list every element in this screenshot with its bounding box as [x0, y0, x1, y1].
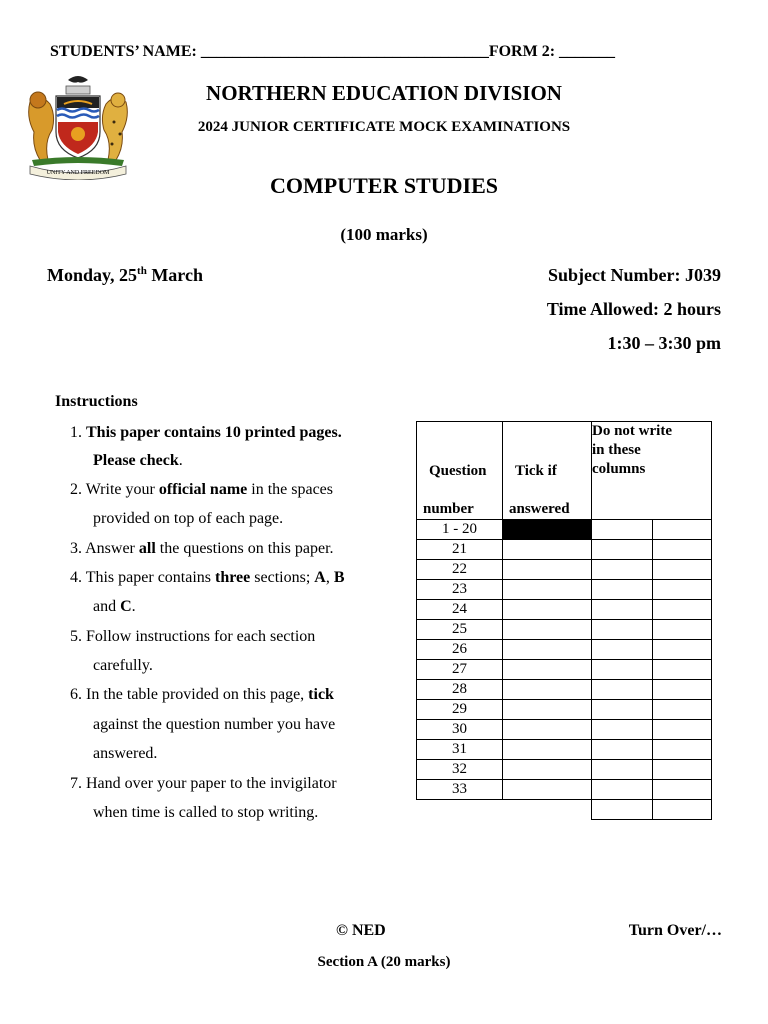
- footer-copyright: © NED: [336, 922, 386, 939]
- table-row: [417, 680, 712, 700]
- table-row: [417, 620, 712, 640]
- table-row: [417, 700, 712, 720]
- tick-cell[interactable]: [503, 640, 592, 660]
- instr-bold: A: [314, 569, 326, 586]
- examiner-cell: [653, 560, 712, 580]
- date-ordinal: th: [137, 265, 147, 277]
- examiner-cell: [653, 540, 712, 560]
- table-row: [417, 660, 712, 680]
- examiner-cell: [653, 760, 712, 780]
- examiner-cell: [592, 740, 653, 760]
- table-row: [417, 600, 712, 620]
- empty-cell: [503, 800, 592, 820]
- total-marks: (100 marks): [340, 225, 428, 244]
- tick-cell[interactable]: [503, 740, 592, 760]
- table-row: [417, 540, 712, 560]
- instruction-3: [70, 540, 334, 558]
- tick-cell[interactable]: [503, 660, 592, 680]
- question-number-cell: 32: [417, 760, 503, 780]
- division-title: NORTHERN EDUCATION DIVISION: [206, 81, 562, 105]
- header-question-number: [417, 422, 503, 520]
- examiner-cell: [592, 760, 653, 780]
- instr-bold: three: [215, 569, 251, 586]
- examiner-cell: [653, 640, 712, 660]
- instruction-6: [70, 686, 334, 704]
- exam-title: 2024 JUNIOR CERTIFICATE MOCK EXAMINATIONS: [197, 119, 571, 135]
- instr-bold: C: [120, 598, 132, 615]
- question-number-cell: 25: [417, 620, 503, 640]
- instr-text: 3. Answer: [70, 540, 139, 557]
- table-row: [417, 760, 712, 780]
- tick-cell[interactable]: [503, 560, 592, 580]
- instructions-heading: Instructions: [55, 393, 138, 410]
- examiner-cell: [592, 660, 653, 680]
- instruction-5-cont: carefully.: [93, 657, 153, 674]
- question-number-cell: 26: [417, 640, 503, 660]
- instr-bold: B: [333, 569, 345, 586]
- table-row: [417, 740, 712, 760]
- examiner-cell: [592, 700, 653, 720]
- header-text: answered: [509, 501, 570, 517]
- examiner-cell: [592, 620, 653, 640]
- instr-text: sections;: [250, 569, 315, 586]
- examiner-cell: [653, 520, 712, 540]
- tick-cell[interactable]: [503, 540, 592, 560]
- examiner-cell: [592, 540, 653, 560]
- table-row: [417, 640, 712, 660]
- instr-text: the questions on this paper.: [155, 540, 334, 557]
- header-text: Question: [429, 463, 487, 479]
- examiner-total-cell: [653, 800, 712, 820]
- tick-cell[interactable]: [503, 520, 592, 540]
- question-number-cell: 33: [417, 780, 503, 800]
- examiner-cell: [592, 640, 653, 660]
- header-text: columns: [592, 461, 646, 477]
- question-number-cell: 23: [417, 580, 503, 600]
- instr-text: 6. In the table provided on this page,: [70, 686, 309, 703]
- date-day: Monday, 25: [47, 265, 138, 285]
- svg-text:UNITY AND FREEDOM: UNITY AND FREEDOM: [46, 170, 110, 176]
- instr-text: and: [93, 598, 121, 615]
- instr-text: ,: [325, 569, 334, 586]
- footer-turn-over: Turn Over/…: [628, 922, 722, 939]
- tick-cell[interactable]: [503, 600, 592, 620]
- question-number-cell: 30: [417, 720, 503, 740]
- examiner-cell: [592, 520, 653, 540]
- students-name-line: STUDENTS’ NAME: ____________________________________FORM 2: _______: [50, 43, 616, 60]
- examiner-total-cell: [592, 800, 653, 820]
- instr-text: 2. Write your: [70, 481, 159, 498]
- instr-text: 1.: [70, 424, 86, 441]
- examiner-cell: [592, 560, 653, 580]
- tick-cell[interactable]: [503, 580, 592, 600]
- instr-text: 4. This paper contains: [70, 569, 216, 586]
- instruction-6-cont2: answered.: [93, 745, 158, 762]
- instruction-1-cont: [93, 452, 183, 470]
- examiner-cell: [653, 600, 712, 620]
- header-tick-if-answered: [503, 422, 592, 520]
- examiner-cell: [653, 720, 712, 740]
- instruction-7-cont: when time is called to stop writing.: [93, 804, 319, 821]
- examiner-cell: [653, 620, 712, 640]
- instr-bold: Please check: [93, 452, 179, 469]
- instr-text: .: [131, 598, 136, 615]
- examiner-cell: [653, 660, 712, 680]
- examiner-cell: [592, 780, 653, 800]
- table-row: [417, 520, 712, 540]
- examiner-cell: [592, 580, 653, 600]
- instruction-4-cont: [93, 598, 136, 616]
- instruction-4: [70, 569, 345, 587]
- instruction-2-cont: provided on top of each page.: [93, 510, 284, 527]
- instruction-2: [70, 481, 333, 499]
- table-row: [417, 560, 712, 580]
- tick-cell[interactable]: [503, 760, 592, 780]
- instr-bold: tick: [308, 686, 334, 703]
- examiner-cell: [653, 700, 712, 720]
- instruction-6-cont: against the question number you have: [93, 716, 336, 733]
- question-number-cell: 21: [417, 540, 503, 560]
- instr-bold: This paper contains 10 printed pages.: [86, 424, 342, 441]
- header-text: number: [423, 501, 474, 517]
- table-row: [417, 780, 712, 800]
- instr-text: .: [178, 452, 183, 469]
- total-row: [417, 800, 712, 820]
- tick-cell[interactable]: [503, 680, 592, 700]
- instruction-7: 7. Hand over your paper to the invigilator: [70, 775, 337, 792]
- examiner-cell: [592, 720, 653, 740]
- question-number-cell: 31: [417, 740, 503, 760]
- examiner-cell: [592, 600, 653, 620]
- time-range: 1:30 – 3:30 pm: [607, 333, 721, 353]
- table-row: [417, 720, 712, 740]
- header-do-not-write: [592, 422, 712, 520]
- tick-cell[interactable]: [503, 620, 592, 640]
- question-number-cell: 28: [417, 680, 503, 700]
- time-allowed: Time Allowed: 2 hours: [546, 299, 721, 319]
- subject-number: Subject Number: J039: [548, 265, 721, 285]
- question-tick-table: [416, 421, 712, 820]
- date-month: March: [146, 265, 203, 285]
- instr-text: in the spaces: [247, 481, 333, 498]
- question-number-cell: 1 - 20: [417, 520, 503, 540]
- examiner-cell: [653, 680, 712, 700]
- exam-date: [47, 265, 203, 286]
- question-number-cell: 22: [417, 560, 503, 580]
- instr-bold: official name: [158, 481, 248, 498]
- question-number-cell: 24: [417, 600, 503, 620]
- instr-bold: all: [138, 540, 156, 557]
- examiner-cell: [653, 580, 712, 600]
- header-text: in these: [592, 442, 641, 458]
- header-text: Tick if: [515, 463, 557, 479]
- examiner-cell: [653, 740, 712, 760]
- tick-cell[interactable]: [503, 720, 592, 740]
- instruction-5: 5. Follow instructions for each section: [70, 628, 316, 645]
- empty-cell: [417, 800, 503, 820]
- instruction-1: [70, 424, 342, 442]
- tick-cell[interactable]: [503, 700, 592, 720]
- examiner-cell: [592, 680, 653, 700]
- table-row: [417, 580, 712, 600]
- question-number-cell: 27: [417, 660, 503, 680]
- header-text: Do not write: [592, 423, 672, 439]
- table-header-row: [417, 422, 712, 520]
- next-section-title: Section A (20 marks): [317, 954, 451, 970]
- tick-cell[interactable]: [503, 780, 592, 800]
- subject-title: COMPUTER STUDIES: [270, 173, 498, 198]
- question-number-cell: 29: [417, 700, 503, 720]
- examiner-cell: [653, 780, 712, 800]
